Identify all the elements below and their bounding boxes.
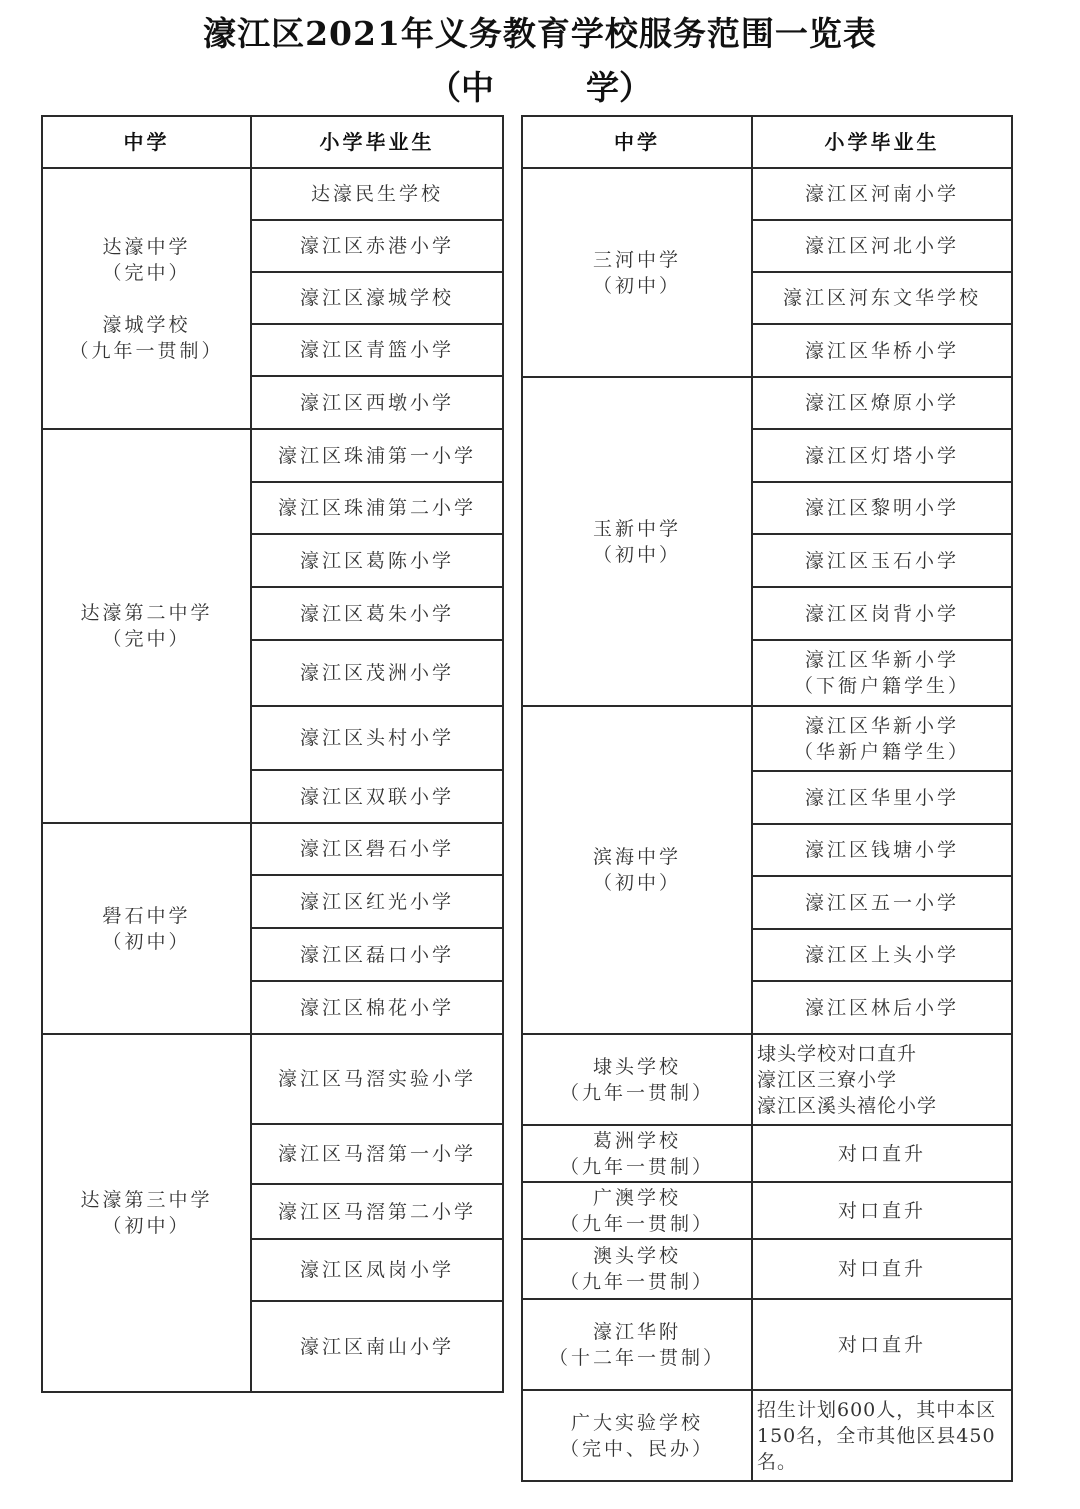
primary-school-name: 濠江区钱塘小学 <box>804 839 959 861</box>
primary-school-cell <box>752 981 1012 1034</box>
primary-school-name: 濠江区灯塔小学 <box>804 444 959 467</box>
middle-school-cell <box>522 1125 752 1182</box>
primary-school-name: 濠江区棉花小学 <box>299 996 454 1019</box>
primary-school-name: 濠江区华里小学 <box>804 786 959 809</box>
middle-school-name: 广大实验学校 （完中、民办） <box>559 1411 714 1460</box>
page-subtitle: （中 学） <box>428 68 652 107</box>
table-row <box>42 823 503 875</box>
primary-school-name: 濠江区青篮小学 <box>299 339 454 361</box>
primary-school-name: 濠江区马滘实验小学 <box>277 1068 476 1090</box>
primary-school-cell <box>251 1124 503 1184</box>
table-row <box>522 1299 1012 1390</box>
primary-school-name: 濠江区燎原小学 <box>804 392 959 414</box>
primary-school-cell <box>752 587 1012 640</box>
primary-school-cell <box>752 534 1012 587</box>
primary-school-name: 濠江区华新小学 （下衙户籍学生） <box>793 649 970 697</box>
primary-school-name: 濠江区华桥小学 <box>804 339 959 362</box>
primary-school-name: 濠江区玉石小学 <box>804 549 959 572</box>
primary-school-cell <box>251 220 503 272</box>
primary-school-name: 濠江区南山小学 <box>299 1335 454 1358</box>
middle-school-cell <box>42 168 251 429</box>
middle-school-cell <box>522 706 752 1034</box>
primary-school-cell <box>752 272 1012 324</box>
primary-school-name: 濠江区红光小学 <box>299 890 454 913</box>
table-row <box>42 429 503 482</box>
middle-school-cell <box>42 823 251 1034</box>
primary-school-cell <box>752 929 1012 981</box>
primary-school-name: 达濠民生学校 <box>310 183 443 205</box>
middle-school-name: 濠江华附 （十二年一贯制） <box>548 1320 725 1369</box>
primary-school-cell <box>752 771 1012 824</box>
table-row <box>522 168 1012 220</box>
primary-school-cell <box>251 981 503 1034</box>
middle-school-name: 玉新中学 （初中） <box>592 517 681 566</box>
table-row <box>522 1034 1012 1125</box>
primary-school-name: 濠江区马滘第二小学 <box>277 1200 476 1223</box>
primary-school-name: 对口直升 <box>837 1142 926 1165</box>
middle-school-name: 葛洲学校 （九年一贯制） <box>559 1129 714 1178</box>
primary-school-cell <box>752 1239 1012 1299</box>
middle-school-cell <box>522 1239 752 1299</box>
primary-school-name: 对口直升 <box>837 1258 926 1280</box>
middle-school-cell <box>522 1182 752 1239</box>
primary-school-name: 对口直升 <box>837 1333 926 1356</box>
table-row <box>42 1034 503 1124</box>
middle-school-name: 礐石中学 （初中） <box>102 904 191 953</box>
table-row <box>522 706 1012 771</box>
primary-school-cell <box>752 220 1012 272</box>
primary-school-name: 濠江区西墩小学 <box>299 391 454 414</box>
middle-school-name: 澳头学校 （九年一贯制） <box>559 1245 714 1293</box>
middle-school-name: 广澳学校 （九年一贯制） <box>559 1186 714 1235</box>
primary-school-name: 濠江区赤港小学 <box>299 235 454 257</box>
primary-school-cell <box>251 875 503 928</box>
primary-school-cell <box>251 534 503 587</box>
primary-school-name: 濠江区华新小学 （华新户籍学生） <box>793 714 970 763</box>
middle-school-cell <box>42 1034 251 1392</box>
primary-school-name: 濠江区珠浦第一小学 <box>277 444 476 467</box>
primary-school-name: 濠江区礐石小学 <box>299 838 454 860</box>
page-title: 濠江区2021年义务教育学校服务范围一览表 <box>203 14 877 53</box>
primary-school-cell <box>752 429 1012 482</box>
primary-school-name: 埭头学校对口直升 濠江区三寮小学 濠江区溪头禧伦小学 <box>757 1042 938 1117</box>
primary-school-name: 招生计划600人，其中本区150名，全市其他区县450名。 <box>757 1398 997 1473</box>
header-middle-school: 中学 <box>42 116 251 168</box>
middle-school-cell <box>522 1390 752 1481</box>
primary-school-name: 濠江区茂洲小学 <box>299 662 454 684</box>
primary-school-cell <box>251 168 503 220</box>
primary-school-cell <box>251 770 503 823</box>
middle-school-cell <box>522 168 752 377</box>
primary-school-cell <box>752 1182 1012 1239</box>
middle-school-name: 达濠第三中学 （初中） <box>80 1189 213 1237</box>
primary-school-name: 濠江区凤岗小学 <box>299 1259 454 1281</box>
primary-school-cell <box>752 1034 1012 1125</box>
primary-school-cell <box>752 168 1012 220</box>
middle-school-name: 达濠第二中学 （完中） <box>80 602 213 650</box>
primary-school-cell <box>251 928 503 981</box>
primary-school-name: 濠江区珠浦第二小学 <box>277 497 476 519</box>
middle-school-name: 埭头学校 （九年一贯制） <box>559 1055 714 1104</box>
primary-school-cell <box>251 429 503 482</box>
table-row <box>522 377 1012 429</box>
table-row <box>522 1390 1012 1481</box>
primary-school-cell <box>752 377 1012 429</box>
primary-school-cell <box>752 706 1012 771</box>
middle-school-cell <box>42 429 251 823</box>
primary-school-name: 濠江区林后小学 <box>804 996 959 1019</box>
primary-school-cell <box>251 823 503 875</box>
primary-school-name: 濠江区河东文华学校 <box>782 287 981 309</box>
primary-school-name: 濠江区河北小学 <box>804 235 959 257</box>
primary-school-name: 濠江区葛陈小学 <box>299 549 454 572</box>
middle-school-cell <box>522 1034 752 1125</box>
primary-school-name: 濠江区黎明小学 <box>804 497 959 519</box>
primary-school-cell <box>251 587 503 640</box>
primary-school-cell <box>251 324 503 376</box>
primary-school-cell <box>752 1390 1012 1481</box>
primary-school-cell <box>251 1184 503 1239</box>
primary-school-name: 濠江区磊口小学 <box>299 943 454 966</box>
primary-school-name: 濠江区岗背小学 <box>804 602 959 625</box>
primary-school-cell <box>752 1125 1012 1182</box>
primary-school-name: 濠江区上头小学 <box>804 944 959 966</box>
table-row <box>522 1239 1012 1299</box>
middle-school-name: 达濠中学 （完中） 濠城学校 （九年一贯制） <box>69 235 224 362</box>
primary-school-cell <box>251 640 503 706</box>
primary-school-cell <box>251 376 503 429</box>
primary-school-cell <box>752 876 1012 929</box>
primary-school-cell <box>752 640 1012 706</box>
primary-school-cell <box>251 1034 503 1124</box>
middle-school-cell <box>522 377 752 706</box>
primary-school-name: 濠江区濠城学校 <box>299 287 454 309</box>
primary-school-name: 濠江区河南小学 <box>804 183 959 205</box>
table-row <box>522 1125 1012 1182</box>
primary-school-name: 濠江区五一小学 <box>804 891 959 914</box>
table-row <box>42 168 503 220</box>
header-graduates: 小学毕业生 <box>752 116 1012 168</box>
primary-school-cell <box>752 482 1012 534</box>
primary-school-cell <box>752 824 1012 876</box>
primary-school-name: 濠江区头村小学 <box>299 727 454 749</box>
table-row <box>522 1182 1012 1239</box>
header-graduates: 小学毕业生 <box>251 116 503 168</box>
primary-school-name: 濠江区马滘第一小学 <box>277 1143 476 1165</box>
primary-school-cell <box>251 706 503 770</box>
middle-school-name: 滨海中学 （初中） <box>592 846 681 894</box>
primary-school-name: 濠江区双联小学 <box>299 785 454 808</box>
primary-school-name: 对口直升 <box>837 1199 926 1222</box>
right-service-table <box>521 115 1013 1482</box>
primary-school-cell <box>251 1239 503 1301</box>
middle-school-name: 三河中学 （初中） <box>592 248 681 297</box>
header-middle-school: 中学 <box>522 116 752 168</box>
left-service-table <box>41 115 504 1393</box>
primary-school-cell <box>251 272 503 324</box>
primary-school-cell <box>251 482 503 534</box>
primary-school-cell <box>752 1299 1012 1390</box>
middle-school-cell <box>522 1299 752 1390</box>
primary-school-cell <box>752 324 1012 377</box>
primary-school-name: 濠江区葛朱小学 <box>299 602 454 625</box>
primary-school-cell <box>251 1301 503 1392</box>
